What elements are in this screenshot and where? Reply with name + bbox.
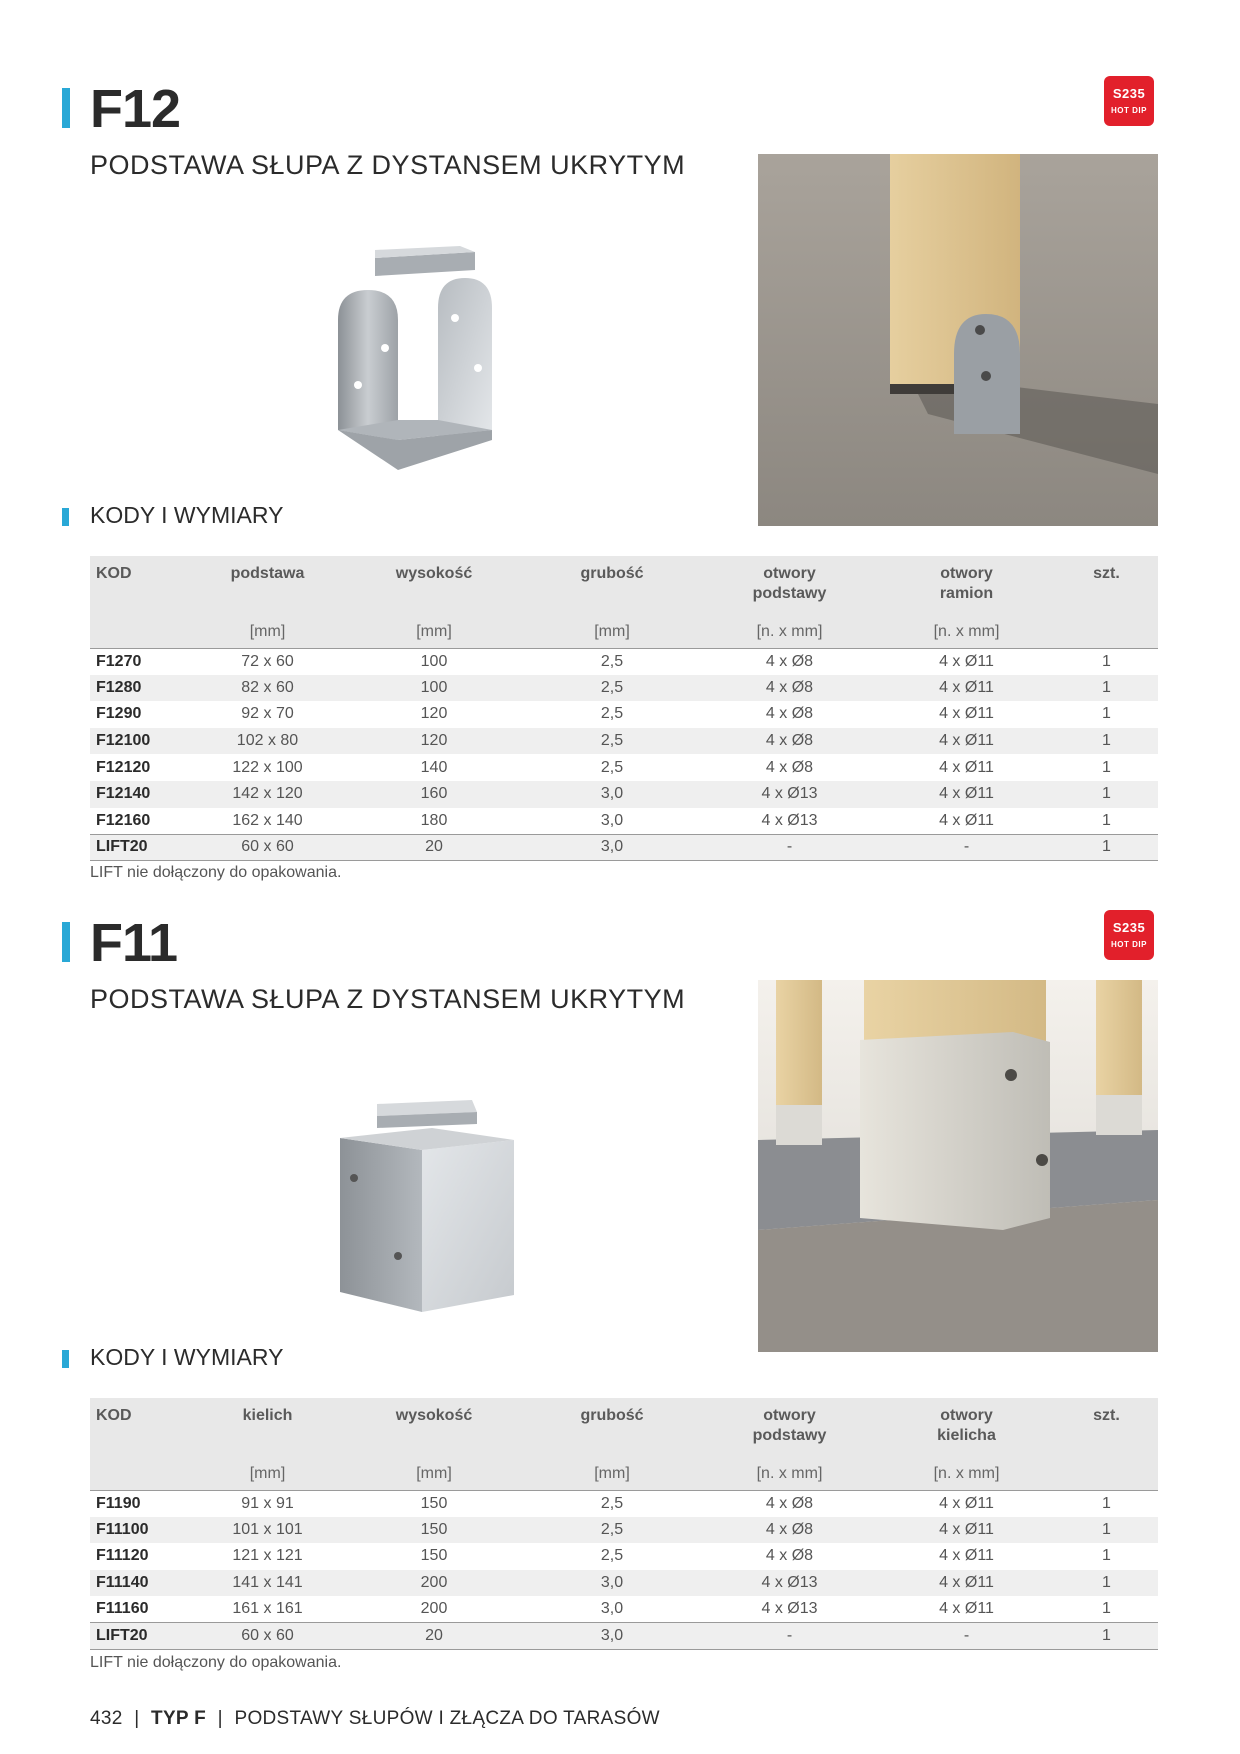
table-cell: 140	[420, 758, 448, 776]
accent-bar	[62, 88, 70, 128]
table-cell: 4 x Ø11	[939, 652, 994, 670]
badge-steel-grade: S235	[1112, 86, 1146, 101]
product-code-cell: F1280	[90, 675, 190, 702]
table-cell: 1	[1055, 675, 1158, 702]
footnote: LIFT nie dołączony do opakowania.	[90, 864, 342, 881]
product-code: F11	[90, 913, 178, 973]
table-cell: 160	[345, 781, 523, 808]
footer-title: PODSTAWY SŁUPÓW I ZŁĄCZA DO TARASÓW	[234, 1708, 660, 1729]
table-cell: -	[878, 1623, 1055, 1650]
product-subtitle: PODSTAWA SŁUPA Z DYSTANSEM UKRYTYM	[90, 150, 686, 180]
table-cell: 101 x 101	[190, 1517, 345, 1544]
col-header: KOD	[90, 556, 190, 616]
product-code: F12	[90, 79, 181, 139]
table-cell: 72 x 60	[241, 652, 294, 670]
table-cell: 60 x 60	[190, 1623, 345, 1650]
product-drawing-f11	[322, 1090, 532, 1320]
table-cell: 4 x Ø8	[701, 728, 878, 755]
col-header: podstawa	[190, 556, 345, 616]
table-cell: 2,5	[600, 652, 624, 670]
table-cell: 120	[345, 728, 523, 755]
table-cell: 4 x Ø11	[939, 758, 994, 776]
table-cell: -	[701, 1623, 878, 1650]
table-row	[90, 1596, 1158, 1623]
table-cell: 1	[1055, 1517, 1158, 1544]
table-cell: 1	[1055, 1570, 1158, 1597]
table-cell: 4 x Ø11	[939, 1494, 994, 1512]
col-header: otwory ramion	[878, 556, 1055, 616]
product-subtitle: PODSTAWA SŁUPA Z DYSTANSEM UKRYTYM	[90, 984, 686, 1014]
table-cell: 4 x Ø8	[765, 705, 814, 723]
table-row	[90, 1490, 1158, 1517]
table-cell: 4 x Ø8	[765, 652, 814, 670]
spec-table-f12	[90, 556, 1158, 861]
table-cell: 2,5	[523, 1517, 701, 1544]
table-cell: 2,5	[600, 1547, 624, 1565]
table-cell: 4 x Ø8	[701, 1517, 878, 1544]
page-number: 432	[90, 1708, 123, 1729]
table-cell: 141 x 141	[190, 1570, 345, 1597]
col-header: otwory podstawy	[701, 556, 878, 616]
table-cell: 4 x Ø8	[765, 758, 814, 776]
material-badge	[1104, 910, 1154, 960]
product-photo-f11	[758, 980, 1158, 1352]
product-code-cell: F11120	[96, 1547, 149, 1565]
table-row	[90, 781, 1158, 808]
table-cell: 4 x Ø11	[878, 1570, 1055, 1597]
table-cell: 150	[420, 1547, 448, 1565]
table-cell: 1	[1102, 705, 1111, 723]
table-cell: 1	[1102, 652, 1111, 670]
spec-table-f11	[90, 1398, 1158, 1650]
table-cell: 2,5	[600, 1494, 624, 1512]
table-cell: 1	[1055, 834, 1158, 861]
product-code-cell: F12140	[90, 781, 190, 808]
table-cell: 102 x 80	[190, 728, 345, 755]
table-body	[90, 1490, 1158, 1650]
table-cell: 4 x Ø13	[761, 1600, 818, 1618]
table-cell: 2,5	[600, 705, 624, 723]
table-heading: KODY I WYMIARY	[90, 1344, 284, 1370]
section-marker	[62, 1350, 69, 1368]
table-cell: 4 x Ø8	[765, 1547, 814, 1565]
table-cell: 91 x 91	[241, 1494, 294, 1512]
table-cell: 100	[420, 652, 448, 670]
table-cell: 142 x 120	[190, 781, 345, 808]
table-cell: 122 x 100	[232, 758, 303, 776]
table-cell: 4 x Ø11	[878, 781, 1055, 808]
table-body	[90, 648, 1158, 861]
units-row: [mm] [mm] [mm] [n. x mm] [n. x mm]	[90, 1458, 1158, 1490]
col-header: KOD	[90, 1398, 190, 1458]
table-row	[90, 1543, 1158, 1570]
table-cell: -	[701, 834, 878, 861]
footer-separator: |	[217, 1708, 223, 1729]
table-cell: 3,0	[600, 811, 624, 829]
table-cell: 4 x Ø13	[701, 1570, 878, 1597]
table-cell: 4 x Ø11	[878, 1517, 1055, 1544]
product-code-cell: F1270	[96, 652, 142, 670]
col-header: szt.	[1055, 1398, 1158, 1458]
table-row	[90, 648, 1158, 675]
table-cell: 4 x Ø11	[939, 811, 994, 829]
table-cell: 2,5	[600, 758, 624, 776]
table-row	[90, 1517, 1158, 1544]
table-cell: 1	[1055, 1623, 1158, 1650]
col-header: grubość	[523, 1398, 701, 1458]
table-cell: 200	[420, 1600, 448, 1618]
table-cell: 150	[345, 1517, 523, 1544]
table-cell: 3,0	[600, 1600, 624, 1618]
product-photo-f12	[758, 154, 1158, 526]
section-f11	[0, 838, 1240, 1671]
badge-finish: HOT DIP	[1111, 106, 1147, 115]
table-header-row	[90, 1398, 1158, 1458]
table-cell: 4 x Ø11	[939, 1547, 994, 1565]
table-heading: KODY I WYMIARY	[90, 502, 284, 528]
table-cell: 120	[420, 705, 448, 723]
table-cell: 1	[1102, 758, 1111, 776]
col-header: kielich	[190, 1398, 345, 1458]
table-cell: 82 x 60	[190, 675, 345, 702]
table-cell: 60 x 60	[190, 834, 345, 861]
table-cell: 121 x 121	[232, 1547, 303, 1565]
table-cell: 1	[1102, 1494, 1111, 1512]
table-cell: 1	[1102, 1547, 1111, 1565]
product-code-cell: F1190	[96, 1494, 141, 1512]
product-code-cell: LIFT20	[90, 1623, 190, 1650]
table-cell: 4 x Ø8	[765, 1494, 814, 1512]
table-cell: 4 x Ø13	[701, 781, 878, 808]
table-cell: 92 x 70	[241, 705, 294, 723]
table-cell: 1	[1055, 781, 1158, 808]
table-row	[90, 754, 1158, 781]
table-row	[90, 1570, 1158, 1597]
footer-separator: |	[134, 1708, 140, 1729]
table-cell: 2,5	[523, 728, 701, 755]
table-cell: 2,5	[523, 675, 701, 702]
product-code-cell: LIFT20	[90, 834, 190, 861]
col-header: grubość	[523, 556, 701, 616]
table-cell: 150	[420, 1494, 448, 1512]
table-cell: 4 x Ø13	[761, 811, 818, 829]
table-cell: 180	[420, 811, 448, 829]
table-cell: 4 x Ø11	[878, 675, 1055, 702]
product-drawing-f12	[320, 240, 540, 480]
footnote: LIFT nie dołączony do opakowania.	[90, 1654, 342, 1671]
table-cell: 3,0	[523, 1623, 701, 1650]
col-header: szt.	[1055, 556, 1158, 616]
section-marker	[62, 508, 69, 526]
table-cell: 20	[345, 1623, 523, 1650]
table-cell: 1	[1055, 728, 1158, 755]
col-header: otwory kielicha	[878, 1398, 1055, 1458]
table-cell: 3,0	[523, 781, 701, 808]
table-row	[90, 701, 1158, 728]
table-row	[90, 675, 1158, 702]
table-cell: 1	[1102, 811, 1111, 829]
table-cell: 3,0	[523, 834, 701, 861]
table-cell: 4 x Ø8	[701, 675, 878, 702]
product-code-cell: F11140	[90, 1570, 190, 1597]
table-cell: 4 x Ø11	[939, 705, 994, 723]
table-cell: 200	[345, 1570, 523, 1597]
table-cell: 161 x 161	[232, 1600, 303, 1618]
units-row: [mm] [mm] [mm] [n. x mm] [n. x mm]	[90, 616, 1158, 648]
table-row	[90, 808, 1158, 835]
table-cell: -	[878, 834, 1055, 861]
material-badge	[1104, 76, 1154, 126]
table-cell: 1	[1102, 1600, 1111, 1618]
table-cell: 20	[345, 834, 523, 861]
table-cell: 4 x Ø11	[878, 728, 1055, 755]
product-code-cell: F11100	[90, 1517, 190, 1544]
col-header: wysokość	[345, 556, 523, 616]
table-cell: 3,0	[523, 1570, 701, 1597]
table-cell: 162 x 140	[232, 811, 303, 829]
table-row	[90, 728, 1158, 755]
col-header: otwory podstawy	[701, 1398, 878, 1458]
table-header-row	[90, 556, 1158, 616]
badge-steel-grade: S235	[1112, 920, 1146, 935]
col-header: wysokość	[345, 1398, 523, 1458]
product-code-cell: F1290	[96, 705, 142, 723]
table-cell: 4 x Ø11	[939, 1600, 994, 1618]
page-footer	[90, 1708, 660, 1730]
table-cell: 100	[345, 675, 523, 702]
table-row	[90, 1623, 1158, 1650]
footer-category: TYP F	[151, 1708, 207, 1729]
product-code-cell: F12100	[90, 728, 190, 755]
product-code-cell: F12160	[96, 811, 151, 829]
product-code-cell: F11160	[96, 1600, 149, 1618]
badge-finish: HOT DIP	[1111, 940, 1147, 949]
accent-bar	[62, 922, 70, 962]
product-code-cell: F12120	[96, 758, 151, 776]
